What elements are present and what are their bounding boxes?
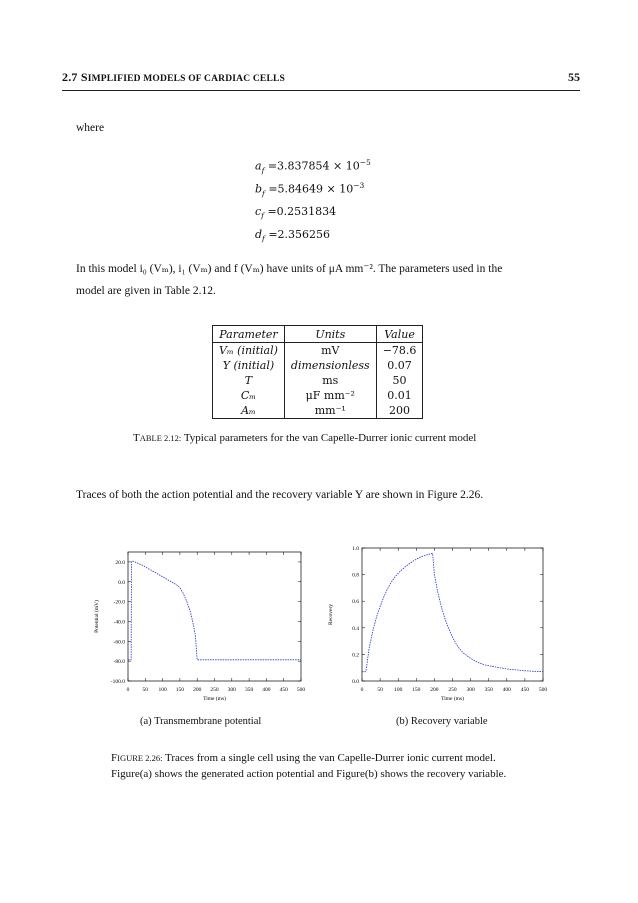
section-title-initial: S <box>80 70 88 84</box>
table-row <box>213 373 423 388</box>
y-tick-label: -60.0 <box>113 639 125 646</box>
table-cell: ms <box>284 373 376 388</box>
table-cell: 0.07 <box>376 358 423 373</box>
y-tick-label: 0.8 <box>352 572 359 579</box>
table-header-value: Value <box>376 326 423 343</box>
running-header <box>62 70 285 85</box>
traces-paragraph: Traces of both the action potential and the recovery variable Y are shown in Figure 2.26. <box>76 489 484 501</box>
table-cell: μF mm⁻² <box>284 388 376 403</box>
x-tick-label: 300 <box>466 687 475 693</box>
x-tick-label: 150 <box>412 687 421 693</box>
y-tick-label: 0.4 <box>352 625 359 632</box>
table-row <box>213 343 423 359</box>
x-tick-label: 50 <box>142 687 149 693</box>
x-tick-label: 400 <box>502 687 511 693</box>
x-tick-label: 300 <box>227 687 236 693</box>
x-tick-label: 500 <box>538 687 548 693</box>
x-tick-label: 50 <box>377 687 383 693</box>
table-caption-label-initial: T <box>133 432 140 444</box>
x-tick-label: 0 <box>126 687 130 693</box>
page-number: 55 <box>568 70 580 84</box>
table-cell: mm⁻¹ <box>284 403 376 419</box>
x-tick-label: 450 <box>279 687 288 693</box>
table-header-units: Units <box>284 326 376 343</box>
table-row <box>213 358 423 373</box>
equation-bf: $b_f =5.84649 \times 10^{-3}$ <box>255 181 365 198</box>
units-paragraph <box>76 258 576 302</box>
table-cell: mV <box>284 343 376 359</box>
figure-caption-label-initial: F <box>111 752 118 764</box>
series-line <box>362 553 543 671</box>
figure-caption-label-rest: IGURE 2.26: <box>117 753 163 763</box>
x-axis-label: Time (ms) <box>441 696 464 702</box>
recovery-variable-chart <box>322 540 562 710</box>
table-cell: T <box>213 373 285 388</box>
x-tick-label: 100 <box>158 687 167 693</box>
table-cell: Vₘ (initial) <box>213 343 285 359</box>
figure-caption-line1: Traces from a single cell using the van Capelle-Durrer ionic current model. <box>165 752 496 764</box>
x-tick-label: 150 <box>175 687 185 693</box>
table-cell: dimensionless <box>284 358 376 373</box>
x-axis-label: Time (ms) <box>203 696 226 702</box>
x-tick-label: 250 <box>210 687 219 693</box>
units-paragraph-line1: In this model i₀ (Vₘ), i₁ (Vₘ) and f (Vₘ) have units of μA mm⁻². The parameters used in the <box>76 263 503 275</box>
y-tick-label: 0.0 <box>352 679 359 685</box>
y-tick-label: -80.0 <box>113 659 125 666</box>
x-tick-label: 0 <box>360 687 364 693</box>
x-tick-label: 250 <box>448 687 457 693</box>
table-cell: −78.6 <box>376 343 423 359</box>
x-tick-label: 200 <box>430 687 439 693</box>
x-tick-label: 400 <box>262 687 271 693</box>
y-axis-label: Potential (mV) <box>94 600 100 633</box>
plot-frame <box>128 552 301 681</box>
transmembrane-potential-chart <box>80 540 320 710</box>
table-cell: 200 <box>376 403 423 419</box>
table-cell: 50 <box>376 373 423 388</box>
section-title-rest: IMPLIFIED MODELS OF CARDIAC CELLS <box>87 74 286 84</box>
table-caption-text: Typical parameters for the van Capelle-Durrer ionic current model <box>183 432 477 444</box>
x-tick-label: 350 <box>244 687 254 693</box>
y-tick-label: 1.0 <box>352 546 359 552</box>
y-tick-label: -100.0 <box>110 679 125 685</box>
table-caption-label-rest: ABLE 2.12: <box>139 433 182 443</box>
header-rule <box>62 90 580 91</box>
table-cell: Y (initial) <box>213 358 285 373</box>
y-tick-label: 0.2 <box>352 652 359 659</box>
subcaption-a: (a) Transmembrane potential <box>140 716 262 727</box>
table-cell: Aₘ <box>213 403 285 419</box>
series-line <box>128 561 301 660</box>
y-tick-label: -20.0 <box>113 599 125 606</box>
table-row <box>213 403 423 419</box>
table-cell: Cₘ <box>213 388 285 403</box>
y-axis-label: Recovery <box>328 603 334 626</box>
x-tick-label: 100 <box>394 687 403 693</box>
x-tick-label: 350 <box>484 687 493 693</box>
table-cell: 0.01 <box>376 388 423 403</box>
table-header-parameter: Parameter <box>213 326 285 343</box>
equation-af: $a_f =3.837854 \times 10^{-5}$ <box>255 158 371 175</box>
section-number: 2.7 <box>62 70 78 84</box>
table-caption <box>133 432 476 444</box>
where-text: where <box>76 122 105 134</box>
parameter-table <box>212 325 423 419</box>
equation-cf: $c_f =0.2531834$ <box>255 205 337 221</box>
y-tick-label: 0.6 <box>352 599 359 606</box>
y-tick-label: 0.0 <box>118 579 125 586</box>
subcaption-b: (b) Recovery variable <box>396 716 488 727</box>
x-tick-label: 450 <box>520 687 530 693</box>
y-tick-label: 20.0 <box>115 559 125 566</box>
plot-frame <box>362 548 543 681</box>
figure-caption-line2: Figure(a) shows the generated action potential and Figure(b) shows the recovery variable. <box>111 768 507 780</box>
table-row <box>213 388 423 403</box>
equation-df: $d_f =2.356256$ <box>255 228 331 244</box>
x-tick-label: 500 <box>296 687 306 693</box>
y-tick-label: -40.0 <box>113 619 125 626</box>
figure-caption <box>111 750 551 782</box>
units-paragraph-line2: model are given in Table 2.12. <box>76 285 216 297</box>
x-tick-label: 200 <box>193 687 202 693</box>
table-header-row <box>213 326 423 343</box>
